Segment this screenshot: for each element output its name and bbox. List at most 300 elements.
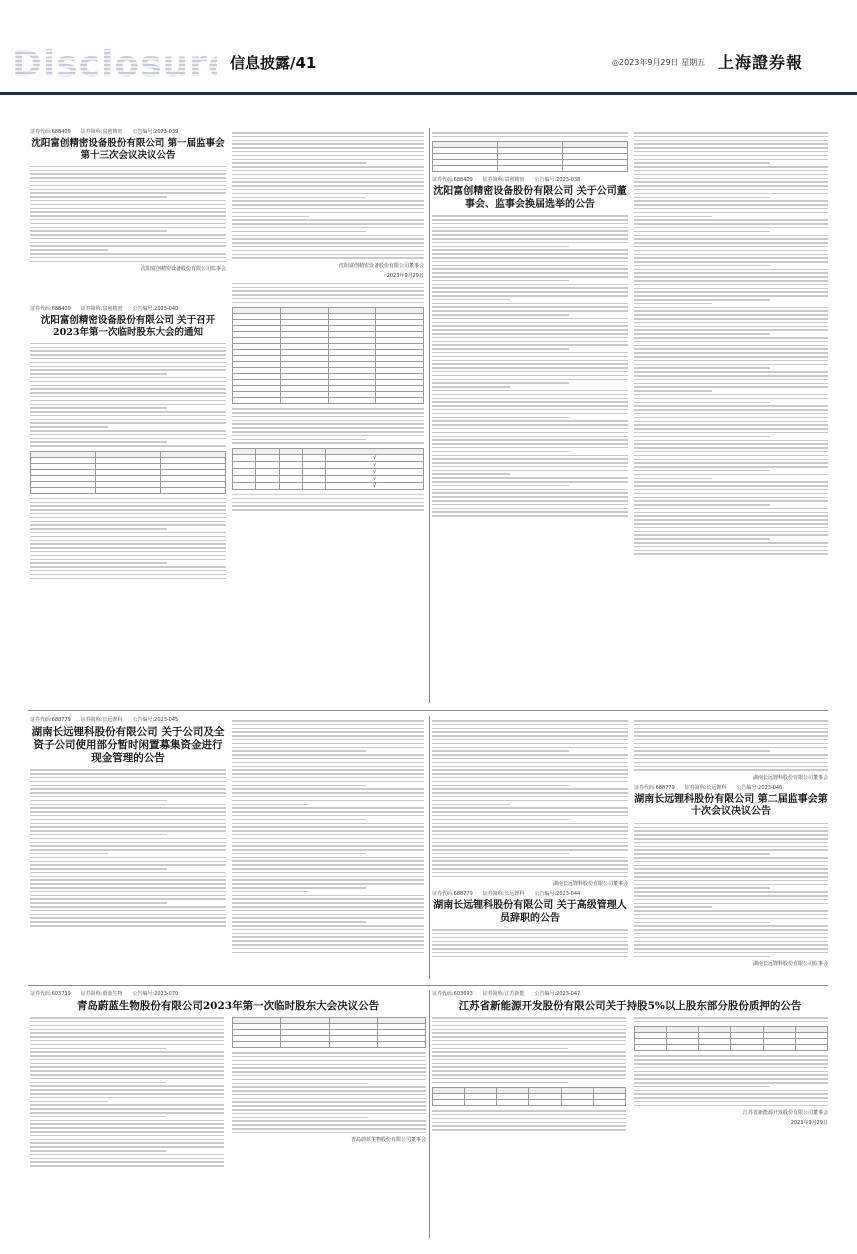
text-line [232,944,424,946]
text-line [232,302,424,304]
text-line [432,299,510,301]
notice-number: 公告编号:2023-070 [132,991,179,997]
text-line [30,261,226,263]
text-line [634,884,828,886]
table-cell [256,468,279,475]
text-line [634,254,828,256]
text-line [232,494,424,496]
text-line [432,356,628,358]
text-line [232,887,366,889]
text-line [30,921,226,923]
text-line [30,540,226,542]
table-cell [328,398,376,404]
table-cell [279,475,302,482]
text-line [30,815,226,817]
text-line [432,731,628,733]
text-line [432,766,628,768]
text-line [232,250,424,252]
text-line [30,1051,224,1053]
text-line [30,1165,224,1167]
text-line [432,306,628,308]
text-line [634,272,828,274]
announcement [634,716,828,970]
text-line [232,189,424,191]
divider [28,710,828,711]
text-line [634,352,828,354]
table-cell [279,482,302,489]
text-line [30,1154,224,1156]
text-line [432,773,628,775]
stock-abbr: 证券简称:蔚蓝生物 [80,991,123,997]
text-line [432,227,628,229]
text-line [634,284,828,286]
text-line [634,303,712,305]
text-line [432,329,628,331]
text-line [432,386,510,388]
text-line [232,796,424,798]
text-line [432,807,628,809]
announcement-meta [432,176,628,183]
text-line [232,857,424,859]
text-line [232,929,424,931]
text-line [232,246,424,248]
text-line [432,876,628,878]
text-line [232,498,424,500]
text-line [634,417,828,419]
text-line [634,929,828,931]
stock-code: 证券代码:688779 [30,717,71,723]
text-line [634,531,828,533]
table-cell [302,475,325,482]
text-line [232,792,424,794]
text-line [432,948,628,950]
issue-date: ◎2023年9月29日 星期五 [612,58,706,67]
text-line [232,842,424,844]
body-text [634,720,828,771]
text-line [30,441,167,443]
text-line [432,849,628,851]
table-cell [233,461,256,468]
text-line [30,1082,166,1084]
text-line [634,1090,828,1092]
text-line [30,434,226,436]
text-line [30,211,226,213]
text-line [634,956,770,958]
text-line [30,811,226,813]
text-line [634,906,712,908]
signature: 沈阳富创精密设备股份有限公司监事会 [140,266,226,273]
text-line [30,1101,108,1103]
text-line [232,1113,426,1115]
text-line [30,200,226,202]
text-line [634,318,828,320]
text-line [634,1086,770,1088]
text-line [634,280,828,282]
text-line [30,385,226,387]
text-line [432,842,628,844]
text-line [432,1129,626,1131]
table-cell [795,1045,827,1051]
text-line [30,570,226,572]
text-line [30,1070,224,1072]
text-line [30,769,226,771]
text-line [634,534,828,536]
text-line [634,948,828,950]
text-line [432,1040,626,1042]
text-line [30,1025,224,1027]
text-line [432,781,628,783]
text-line [30,521,226,523]
text-line [634,834,828,836]
text-line [232,1128,426,1130]
text-line [232,420,424,422]
text-line [232,720,424,722]
notice-number: 公告编号:2023-038 [534,177,581,184]
text-line [432,944,628,946]
text-line [30,1078,224,1080]
text-line [30,528,167,530]
stock-code: 证券代码:688409 [432,177,473,184]
text-line [232,298,424,300]
text-line [232,200,424,202]
text-line [30,170,226,172]
text-line [634,360,828,362]
text-line [30,879,226,881]
text-line [432,405,628,407]
text-line [432,769,628,771]
text-line [634,497,828,499]
text-line [30,242,226,244]
text-line [634,322,828,324]
signature: 湖南长远锂科股份有限公司监事会 [752,961,828,968]
text-line [634,1071,828,1073]
text-line [232,132,424,134]
text-line [432,344,628,346]
text-line [432,360,628,362]
text-line [30,891,226,893]
text-line [634,159,828,161]
text-line [232,940,424,942]
text-line [232,254,424,256]
text-line [432,1070,626,1072]
text-line [30,1142,224,1144]
text-line [634,1017,828,1019]
signature: 沈阳富创精密设备股份有限公司董事会 [338,262,424,269]
text-line [432,720,628,722]
stock-code: 证券代码:688409 [30,129,71,135]
text-line [232,811,424,813]
text-line [232,1090,426,1092]
text-line [232,807,424,809]
text-line [432,1051,626,1053]
announcement-title: 湖南长远锂科股份有限公司 关于公司及全资子公司使用部分暂时闲置募集资金进行现金管理的公告 [31,726,225,765]
text-line [30,392,226,394]
text-line [30,227,226,229]
text-line [432,1078,626,1080]
text-line [634,348,828,350]
text-line [232,136,424,138]
text-line [30,189,226,191]
text-line [30,861,226,863]
text-line [634,436,770,438]
text-line [232,917,424,919]
signature: 青岛蔚蓝生物股份有限公司董事会 [350,1137,426,1144]
text-line [634,1105,828,1107]
text-line [634,223,828,225]
text-line [634,769,828,771]
text-line [30,1074,224,1076]
text-line [634,208,828,210]
text-line [432,291,628,293]
text-line [232,185,424,187]
text-line [432,1017,626,1019]
text-line [432,371,628,373]
table-cell [433,166,498,172]
text-line [30,177,226,179]
text-line [232,1086,426,1088]
body-text [30,343,226,447]
text-line [232,914,424,916]
text-line [30,257,226,259]
text-line [30,898,226,900]
stock-abbr: 证券简称:江苏新能 [482,991,525,997]
table-cell [31,487,96,493]
text-line [232,936,424,938]
text-line [232,170,424,172]
table-cell [731,1045,763,1051]
text-line [232,750,366,752]
text-line [634,1055,828,1057]
text-line [30,1150,166,1152]
text-line [432,838,628,840]
text-line [432,436,628,438]
body-text [232,132,424,259]
table-cell [377,1042,425,1048]
text-line [30,1161,224,1163]
announcement [30,716,226,929]
text-line [232,766,424,768]
text-line [232,235,424,237]
body-text [432,929,628,957]
text-line [634,887,770,889]
text-line [432,223,628,225]
text-line [30,498,226,500]
text-line [432,253,628,255]
stock-code: 证券代码:688409 [30,306,71,312]
announcement [432,990,828,1133]
text-line [30,914,226,916]
text-line [432,481,628,483]
text-line [432,868,628,870]
text-line [634,174,828,176]
table-body [233,308,424,404]
text-line [232,895,424,897]
announcement-meta [30,716,226,723]
text-line [30,1123,224,1125]
text-line [634,204,828,206]
text-line [432,432,628,434]
text-line [634,1101,828,1103]
text-line [634,402,770,404]
text-line [232,193,424,195]
text-line [30,868,167,870]
text-line [634,170,828,172]
text-line [30,566,226,568]
table-body [233,1018,426,1048]
text-line [634,876,828,878]
text-line [30,578,226,580]
table-cell [279,461,302,468]
text-line [432,257,628,259]
text-line [432,470,628,472]
text-line [634,754,828,756]
text-line [30,842,226,844]
text-line [232,1124,426,1126]
table-cell [280,398,328,404]
table-cell [256,482,279,489]
body-text [432,720,628,877]
text-line [634,197,770,199]
text-line [232,181,424,183]
announcement-title: 湖南长远锂科股份有限公司 关于高级管理人员辞职的公告 [433,900,627,924]
text-line [232,815,424,817]
text-line [634,842,828,844]
text-line [232,758,424,760]
text-line [634,185,828,187]
text-line [232,1052,426,1054]
text-line [634,895,828,897]
text-line [232,872,424,874]
text-line [634,872,828,874]
text-line [232,864,424,866]
text-line [634,504,770,506]
text-line [232,427,424,429]
text-line [432,390,628,392]
text-line [30,1120,224,1122]
text-line [634,519,828,521]
announcement-meta [432,890,628,897]
announcement [432,128,628,519]
text-line [232,845,424,847]
text-line [30,1029,224,1031]
text-line [634,731,828,733]
text-line [432,136,628,138]
text-line [232,439,366,441]
text-line [432,439,628,441]
text-line [634,367,770,369]
text-line [432,811,628,813]
text-line [634,853,770,855]
text-line [30,574,226,576]
text-line [634,238,828,240]
body-text [232,283,424,303]
table-cell [593,1100,625,1106]
text-line [634,823,828,825]
table-cell: √ [326,475,424,482]
text-line [634,398,828,400]
text-line [634,440,828,442]
text-line [634,375,828,377]
text-line [432,792,628,794]
text-line [232,238,424,240]
text-line [232,287,424,289]
text-line [634,527,828,529]
text-line [634,200,828,202]
text-line [30,388,226,390]
stock-abbr: 证券简称:长远锂科 [684,784,727,791]
text-line [634,1063,828,1065]
text-line [432,303,628,305]
text-line [432,462,628,464]
text-line [30,502,226,504]
table-row [433,1100,626,1106]
text-line [432,754,628,756]
masthead [0,0,857,95]
text-line [30,373,167,375]
text-line [30,430,226,432]
notice-number: 公告编号:2023-044 [534,891,581,898]
text-line [634,489,828,491]
table-cell [96,487,161,493]
text-line [634,219,828,221]
text-line [432,322,628,324]
text-line [634,390,712,392]
text-line [232,1098,426,1100]
text-line [30,1116,166,1118]
text-line [634,838,828,840]
table-body [433,142,628,172]
text-line [432,515,628,517]
text-line [634,246,828,248]
text-line [432,1059,626,1061]
text-line [634,269,828,271]
text-line [432,394,628,396]
table-cell [376,398,424,404]
text-line [634,394,828,396]
text-line [432,750,569,752]
text-line [30,872,226,874]
text-line [432,1048,568,1050]
text-line [232,735,424,737]
text-line [432,728,628,730]
vote-table [232,448,424,490]
text-line [432,504,628,506]
text-line [30,1093,224,1095]
body-text [30,1017,224,1167]
text-line [432,443,628,445]
text-line [432,398,628,400]
text-line [30,849,226,851]
text-line [232,1120,426,1122]
text-line [232,788,424,790]
announcement-meta [30,990,426,997]
text-line [30,415,226,417]
text-line [232,1071,426,1073]
text-line [634,880,828,882]
text-line [232,147,424,149]
text-line [432,348,569,350]
text-line [232,879,424,881]
text-line [634,329,828,331]
text-line [30,1097,224,1099]
text-line [432,287,628,289]
text-line [30,1036,224,1038]
table-cell [233,482,256,489]
text-line [634,386,828,388]
signature: 江苏省新能源开发股份有限公司董事会 [742,1110,828,1117]
text-line [232,853,366,855]
table-row [31,487,226,493]
